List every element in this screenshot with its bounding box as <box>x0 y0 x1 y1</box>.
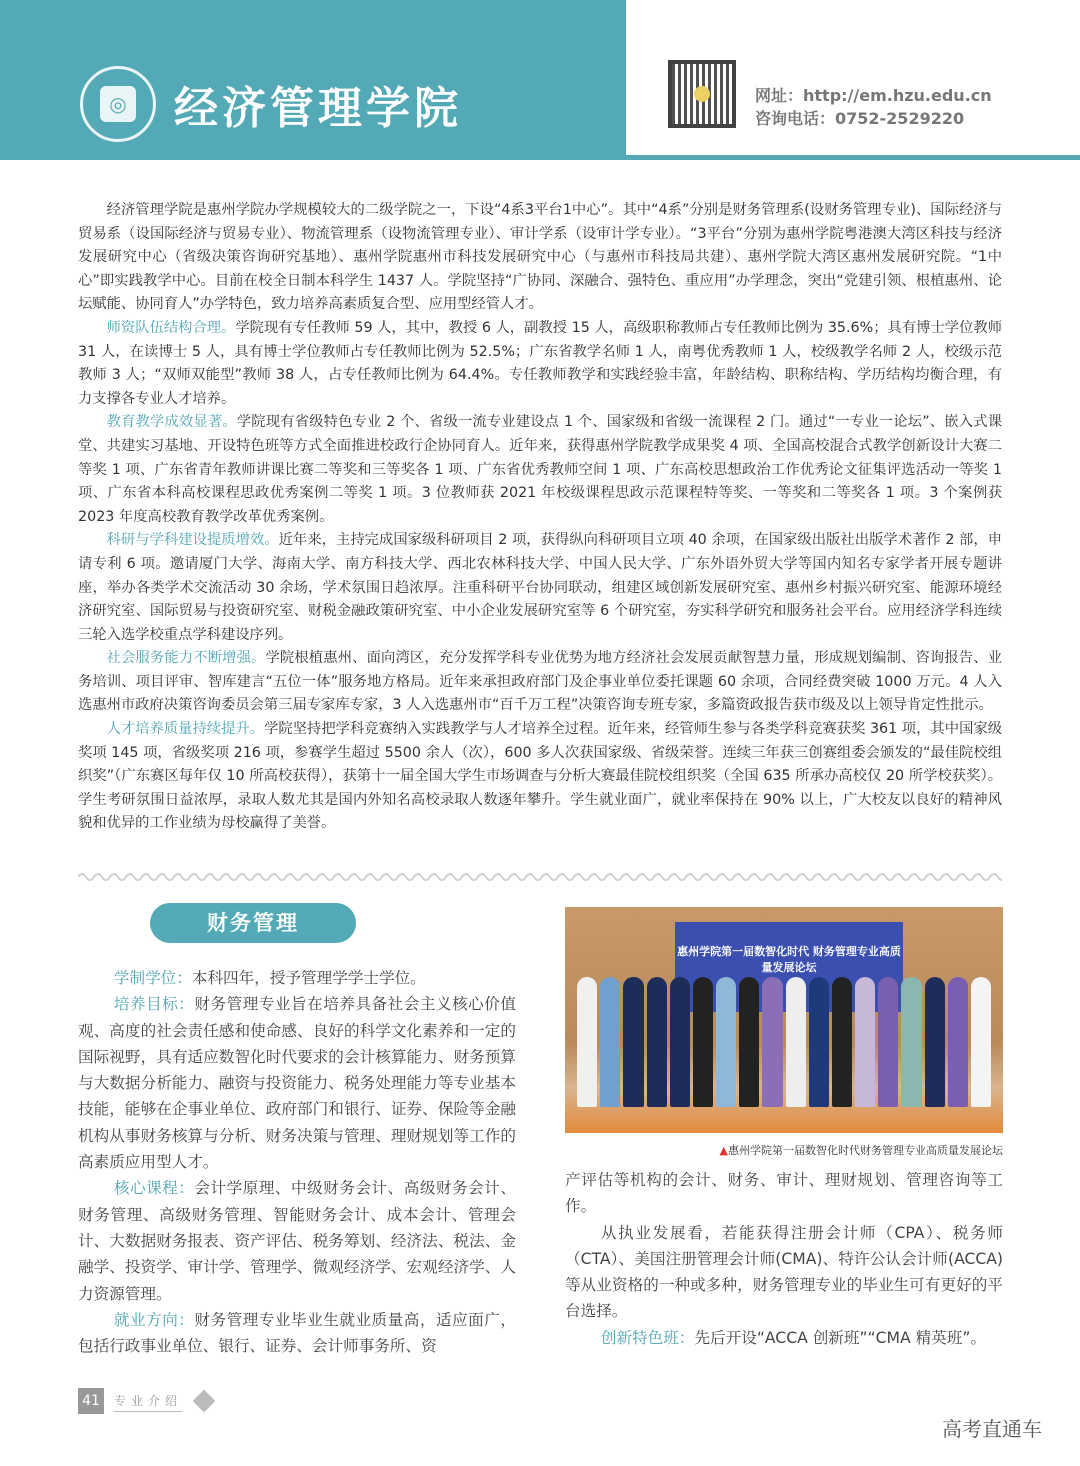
paragraph-text: 先后开设“ACCA 创新班”“CMA 精英班”。 <box>694 1328 987 1347</box>
forum-photo <box>565 907 1003 1133</box>
paragraph <box>78 991 516 1175</box>
major-left-column <box>78 965 516 1359</box>
person <box>577 977 597 1107</box>
brand-watermark: 高考直通车 <box>942 1417 1042 1441</box>
person <box>670 977 690 1107</box>
paragraph <box>78 718 1002 836</box>
person <box>855 977 875 1107</box>
paragraph <box>565 1167 1003 1220</box>
person <box>739 977 759 1107</box>
page-title: 经济管理学院 <box>174 83 462 134</box>
paragraph <box>78 965 516 991</box>
paragraph-text: 财务管理专业旨在培养具备社会主义核心价值观、高度的社会责任感和使命感、良好的科学文化素养和一定的国际视野，具有适应数智化时代要求的会计核算能力、财务预算与大数据分析能力、融资与投资能力、税务处理能力等专业基本技能，能够在企事业单位、政府部门和银行、证券、保险等金融机构从事财务核算与分析、财务决策与管理、理财规划等工作的高素质应用型人才。 <box>78 995 516 1172</box>
person <box>600 977 620 1107</box>
paragraph-lead: 科研与学科建设提质增效。 <box>106 532 279 549</box>
person <box>809 977 829 1107</box>
person <box>647 977 667 1107</box>
paragraph-text: 学院现有专任教师 59 人，其中，教授 6 人，副教授 15 人，高级职称教师占专任教师比例为 35.6%；具有博士学位教师 31 人，在读博士 5 人，具有博士学位教师占专任教师比例为 52.5%；广东省教学名师 1 人，南粤优秀教师 1 人，校级教学名师 2 人，校级示范教师 3 人；“双师双能型”教师 38 人，占专任教师比例为 64.4%。专任教师教学和实践经验丰富，年龄结构、职称结构、学历结构均衡合理，有力支撑各专业人才培养。 <box>78 319 1002 407</box>
paragraph-text: 经济管理学院是惠州学院办学规模较大的二级学院之一，下设“4系3平台1中心”。其中“4系”分别是财务管理系(设财务管理专业)、国际经济与贸易系（设国际经济与贸易专业）、物流管理系（设物流管理专业）、审计学系（设审计学专业）。“3平台”分别为惠州学院粤港澳大湾区科技与经济发展研究中心（省级决策咨询研究基地）、惠州学院惠州市科技发展研究中心（与惠州市科技局共建）、惠州学院大湾区惠州发展研究院。“1中心”即实践教学中心。目前在校全日制本科学生 1437 人。学院坚持“广协同、深融合、强特色、重应用”办学理念，突出“党建引领、根植惠州、论坛赋能、协同育人”办学特色，致力培养高素质复合型、应用型经管人才。 <box>78 202 1002 313</box>
paragraph-lead: 就业方向： <box>113 1310 195 1329</box>
qr-code-icon <box>668 60 736 128</box>
person <box>786 977 806 1107</box>
paragraph-lead: 核心课程： <box>113 1179 195 1198</box>
paragraph <box>78 1307 516 1360</box>
paragraph-lead: 人才培养质量持续提升。 <box>106 721 265 738</box>
paragraph <box>78 411 1002 529</box>
paragraph-lead: 师资队伍结构合理。 <box>106 319 236 336</box>
paragraph-text: 学院现有省级特色专业 2 个、省级一流专业建设点 1 个、国家级和省级一流课程 2 门。通过“一专业一论坛”、嵌入式课堂、共建实习基地、开设特色班等方式全面推进校政行企协同育人。近年来，获得惠州学院教学成果奖 4 项、全国高校混合式教学创新设计大赛二等奖 1 项、广东省青年教师讲课比赛二等奖和三等奖各 1 项、广东省优秀教师空间 1 项、广东高校思想政治工作优秀论文征集评选活动一等奖 1 项、广东省本科高校课程思政优秀案例二等奖 1 项。3 位教师获 2021 年校级课程思政示范课程特等奖、一等奖和二等奖各 1 项。3 个案例获 2023 年度高校教育教学改革优秀案例。 <box>78 414 1002 525</box>
section-label: 专业介绍 <box>114 1392 182 1412</box>
paragraph <box>78 1175 516 1306</box>
paragraph <box>78 199 1002 317</box>
person <box>623 977 643 1107</box>
paragraph-text: 从执业发展看，若能获得注册会计师（CPA）、税务师（CTA）、美国注册管理会计师(CMA)、特许公认会计师(ACCA)等从业资格的一种或多种，财务管理专业的毕业生可有更好的平台选择。 <box>565 1223 1003 1321</box>
person <box>878 977 898 1107</box>
person <box>762 977 782 1107</box>
photo-caption: ▲惠州学院第一届数智化时代财务管理专业高质量发展论坛 <box>719 1144 1003 1157</box>
paragraph-lead: 学制学位： <box>113 969 192 987</box>
paragraph-lead: 培养目标： <box>113 995 195 1014</box>
contact-info <box>755 84 992 130</box>
person <box>901 977 921 1107</box>
person <box>971 977 991 1107</box>
paragraph-text: 学院坚持把学科竞赛纳入实践教学与人才培养全过程。近年来，经管师生参与各类学科竞赛获奖 361 项，其中国家级奖项 145 项，省级奖项 216 项，参赛学生超过 5500 余人（次），600 多人次获国家级、省级荣誉。连续三年获三创赛组委会颁发的“最佳院校组织奖”（广东赛区每年仅 10 所高校获得），获第十一届全国大学生市场调查与分析大赛最佳院校组织奖（全国 635 所承办高校仅 20 所学校获奖）。学生考研氛围日益浓厚，录取人数尤其是国内外知名高校录取人数逐年攀升。学生就业面广，就业率保持在 90% 以上，广大校友以良好的精神风貌和优异的工作业绩为母校赢得了美誉。 <box>78 721 1003 832</box>
paragraph <box>78 529 1002 647</box>
paragraph-lead: 社会服务能力不断增强。 <box>106 650 266 667</box>
phone: 咨询电话：0752-2529220 <box>755 109 965 128</box>
triangle-icon: ▲ <box>719 1144 728 1157</box>
paragraph-text: 学院根植惠州、面向湾区，充分发挥学科专业优势为地方经济社会发展贡献智慧力量，形成规划编制、咨询报告、业务培训、项目评审、智库建言“五位一体”服务地方格局。近年来承担政府部门及企事业单位委托课题 60 余项，合同经费突破 1000 万元。4 人入选惠州市政府决策咨询委员会第三届专家库专家，3 人入选惠州市“百千万工程”决策咨询专班专家，多篇资政报告获市级及以上领导肯定性批示。 <box>78 650 1002 714</box>
paragraph <box>78 317 1002 411</box>
website[interactable]: 网址：http://em.hzu.edu.cn <box>755 86 992 105</box>
paragraph-lead: 创新特色班： <box>600 1328 695 1347</box>
paragraph-text: 会计学原理、中级财务会计、高级财务会计、财务管理、高级财务管理、智能财务会计、成本会计、管理会计、大数据财务报表、资产评估、税务筹划、经济法、税法、金融学、投资学、审计学、管理学、微观经济学、宏观经济学、人力资源管理。 <box>78 1179 516 1303</box>
intro-text <box>78 199 1002 836</box>
paragraph <box>565 1220 1003 1325</box>
paragraph-text: 本科四年，授予管理学学士学位。 <box>191 969 426 987</box>
page-number: 41 <box>78 1388 104 1414</box>
person <box>948 977 968 1107</box>
wave-divider <box>78 870 1002 884</box>
diamond-icon <box>193 1390 216 1413</box>
person <box>716 977 736 1107</box>
photo-screen-text: 惠州学院第一届数智化时代 财务管理专业高质量发展论坛 <box>675 922 903 1012</box>
paragraph-text: 产评估等机构的会计、财务、审计、理财规划、管理咨询等工作。 <box>565 1171 1003 1216</box>
person <box>693 977 713 1107</box>
person <box>925 977 945 1107</box>
university-logo: ◎ <box>80 66 156 142</box>
paragraph <box>565 1325 1003 1351</box>
paragraph-lead: 教育教学成效显著。 <box>106 414 237 431</box>
major-title: 财务管理 <box>150 903 356 943</box>
paragraph-text: 财务管理专业毕业生就业质量高，适应面广，包括行政事业单位、银行、证券、会计师事务所、资 <box>78 1310 516 1356</box>
header-stripe <box>626 155 1080 160</box>
paragraph-text: 近年来，主持完成国家级科研项目 2 项，获得纵向科研项目立项 40 余项，在国家级出版社出版学术著作 2 部，申请专利 6 项。邀请厦门大学、海南大学、南方科技大学、西北农林科技大学、中国人民大学、广东外语外贸大学等国内知名专家学者开展专题讲座，举办各类学术交流活动 30 余场，学术氛围日趋浓厚。注重科研平台协同联动，组建区域创新发展研究室、惠州乡村振兴研究室、能源环境经济研究室、国际贸易与投资研究室、财税金融政策研究室、中小企业发展研究室等 6 个研究室，夯实科学研究和服务社会平台。应用经济学科连续三轮入选学校重点学科建设序列。 <box>78 532 1002 643</box>
person <box>832 977 852 1107</box>
paragraph <box>78 647 1002 718</box>
major-right-column <box>565 1167 1003 1351</box>
